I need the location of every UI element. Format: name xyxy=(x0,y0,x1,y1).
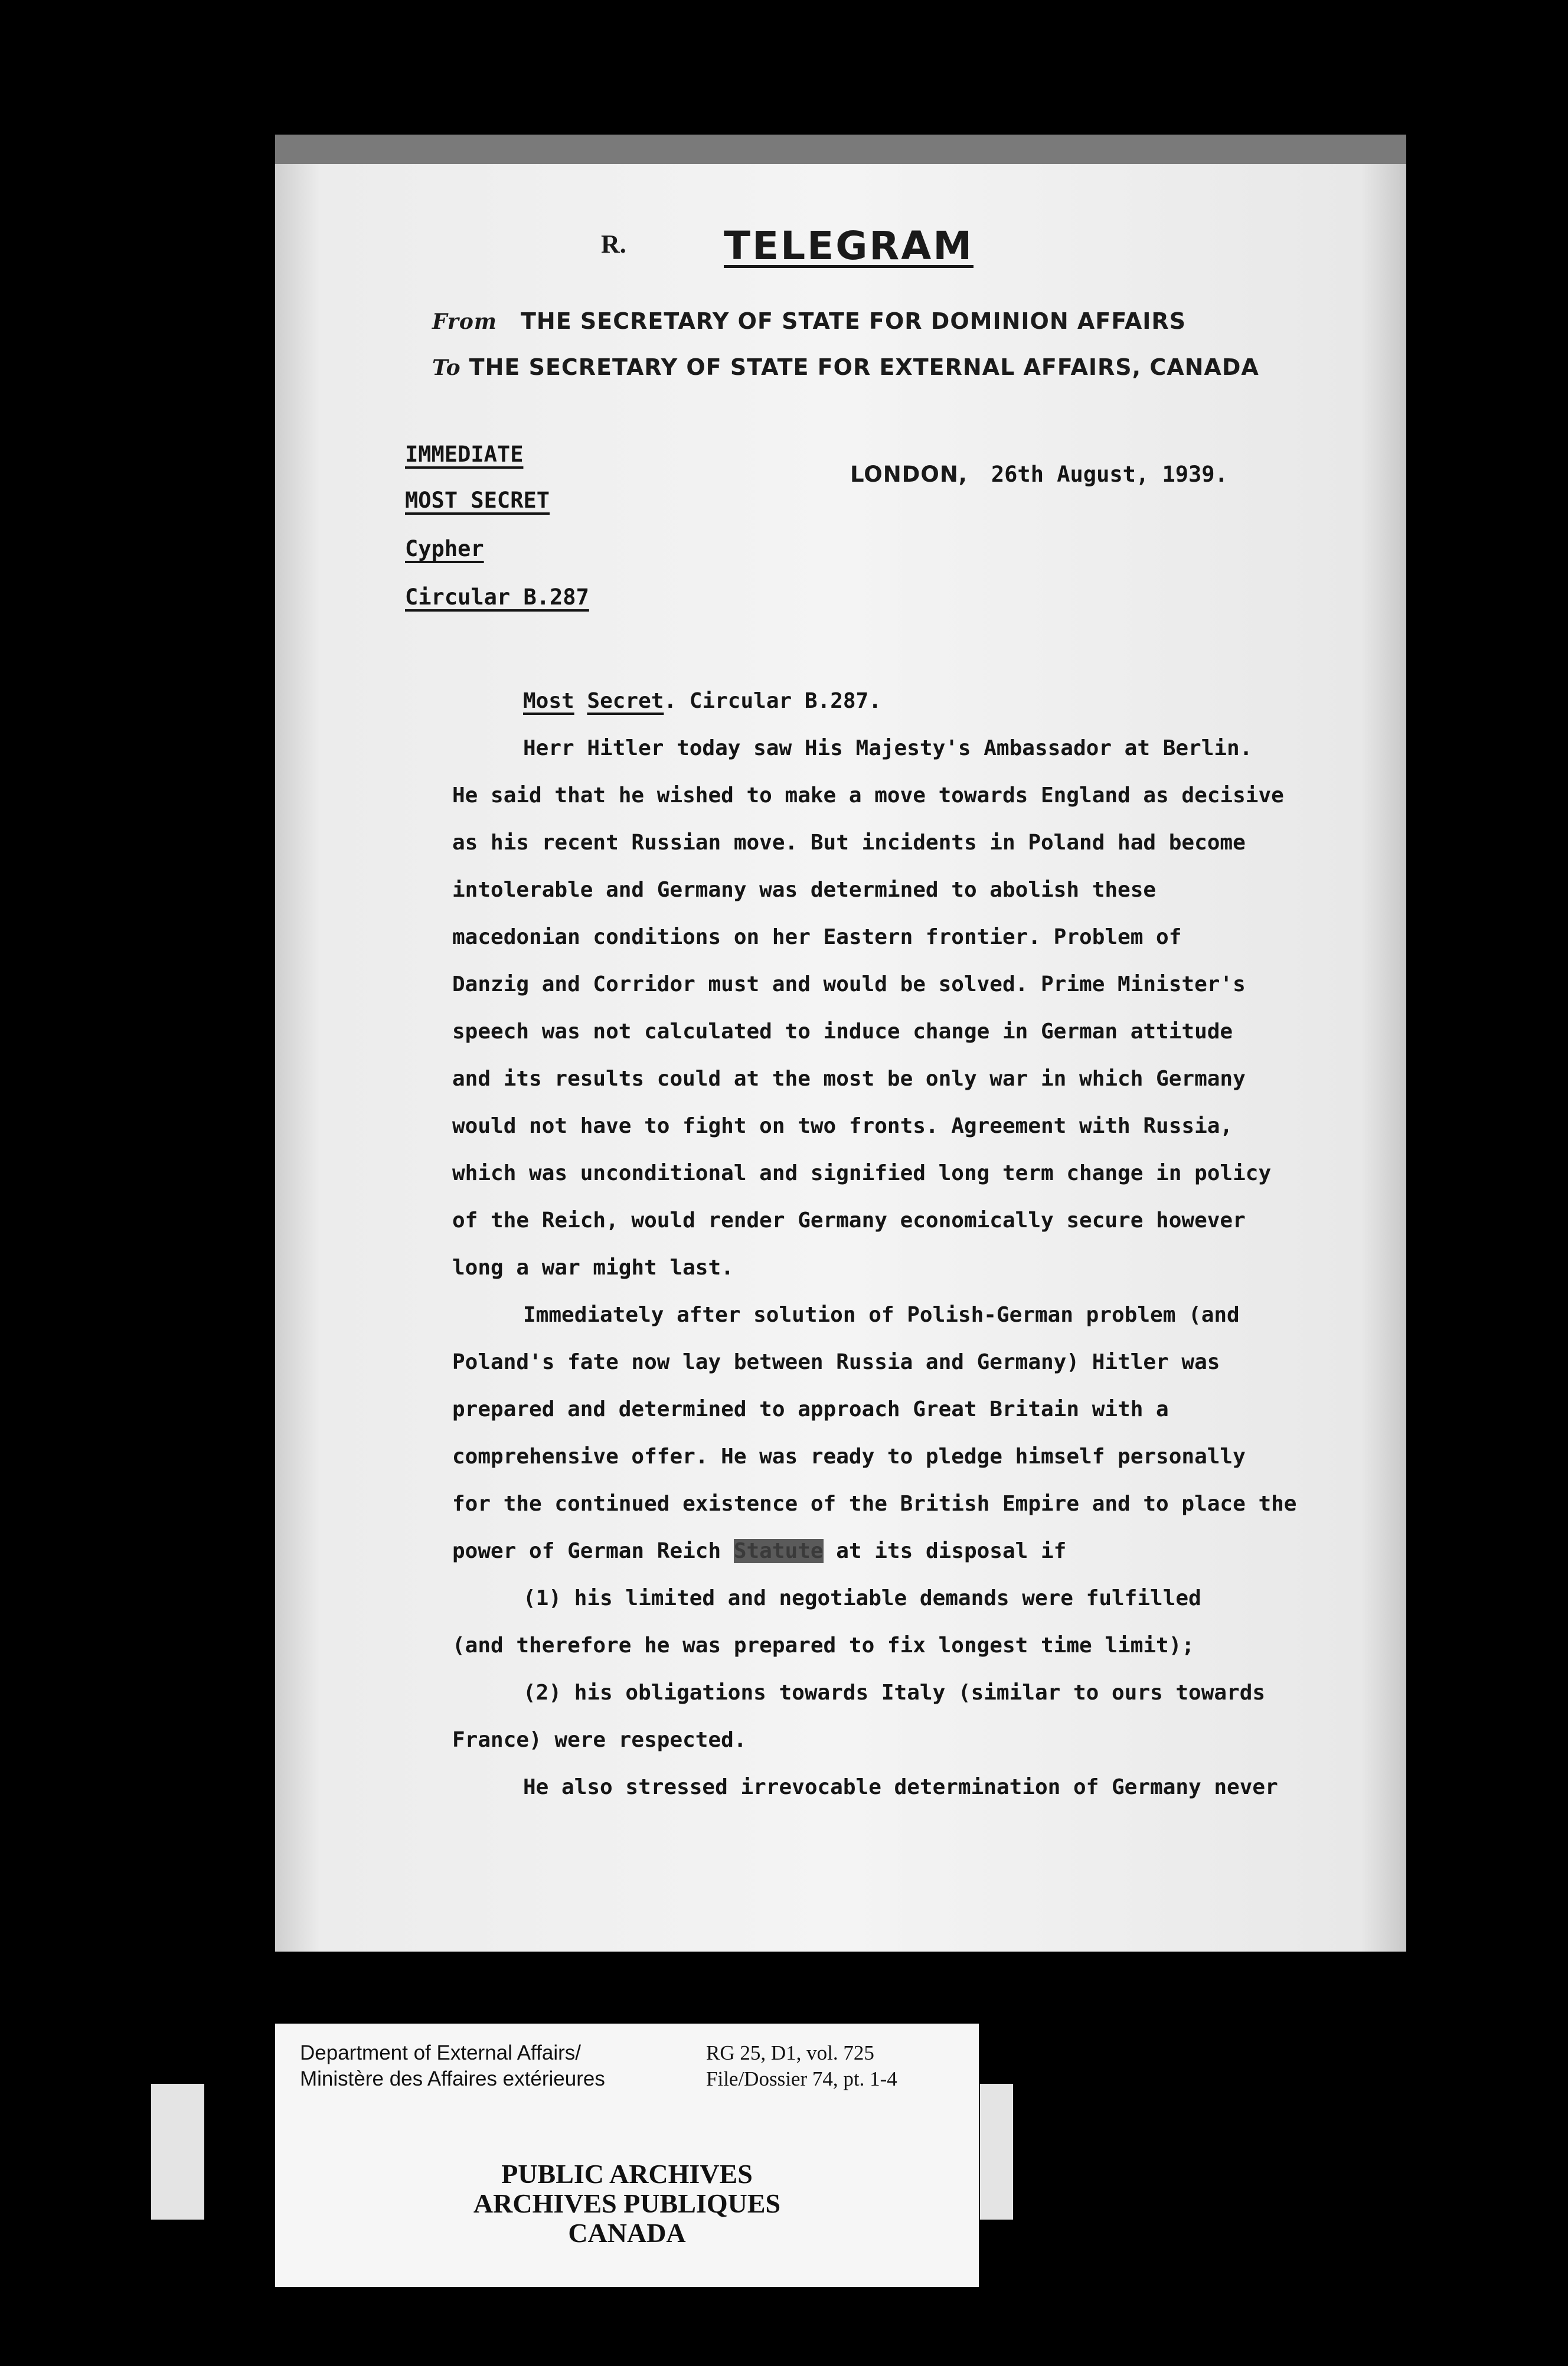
dateline xyxy=(850,462,1228,487)
from-text: THE SECRETARY OF STATE FOR DOMINION AFFAIRS xyxy=(521,308,1187,334)
to-text: THE SECRETARY OF STATE FOR EXTERNAL AFFAIRS, CANADA xyxy=(469,354,1259,380)
body-line: (2) his obligations towards Italy (similar to ours towards xyxy=(523,1681,1266,1705)
body-line: France) were respected. xyxy=(452,1728,747,1752)
registry-mark: R. xyxy=(601,230,626,259)
archives-country: CANADA xyxy=(568,2218,686,2248)
opening-most: Most xyxy=(523,689,574,713)
classification-cypher: Cypher xyxy=(405,536,484,561)
archive-label-card xyxy=(275,2024,979,2287)
label-card-edge-left xyxy=(151,2084,204,2220)
department-name xyxy=(300,2040,605,2092)
body-line: He said that he wished to make a move towards England as decisive xyxy=(452,783,1284,808)
body-line-power xyxy=(452,1528,1391,1575)
body-line: speech was not calculated to induce change in German attitude xyxy=(452,1019,1233,1044)
from-line xyxy=(432,308,1186,334)
archive-reference xyxy=(706,2040,897,2092)
from-label: From xyxy=(432,309,497,334)
opening-line xyxy=(452,678,1391,725)
power-text-b: at its disposal if xyxy=(823,1539,1067,1563)
classification-immediate: IMMEDIATE xyxy=(405,442,524,467)
body-line: and its results could at the most be only war in which Germany xyxy=(452,1067,1246,1091)
body-line: Herr Hitler today saw His Majesty's Ambassador at Berlin. xyxy=(523,736,1253,760)
opening-rest: . Circular B.287. xyxy=(664,689,881,713)
department-fr: Ministère des Affaires extérieures xyxy=(300,2067,605,2090)
body-line: (1) his limited and negotiable demands were fulfilled xyxy=(523,1586,1201,1610)
body-line: macedonian conditions on her Eastern frontier. Problem of xyxy=(452,925,1182,949)
archives-en: PUBLIC ARCHIVES xyxy=(501,2159,753,2189)
classification-most-secret: MOST SECRET xyxy=(405,488,550,513)
document-title: TELEGRAM xyxy=(724,223,974,269)
body-line: (and therefore he was prepared to fix longest time limit); xyxy=(452,1633,1195,1658)
opening-secret: Secret xyxy=(587,689,664,713)
place: LONDON, xyxy=(850,462,968,487)
body-line: prepared and determined to approach Great Britain with a xyxy=(452,1397,1169,1421)
classification-circular: Circular B.287 xyxy=(405,584,589,610)
body-line: He also stressed irrevocable determination of Germany never xyxy=(523,1775,1278,1799)
archives-fr: ARCHIVES PUBLIQUES xyxy=(473,2188,781,2218)
body-line: would not have to fight on two fronts. Agreement with Russia, xyxy=(452,1114,1233,1138)
telegram-sheet xyxy=(275,135,1406,1952)
body-line: which was unconditional and signified long term change in policy xyxy=(452,1161,1272,1185)
body-line: Danzig and Corridor must and would be solved. Prime Minister's xyxy=(452,972,1246,996)
body-line: as his recent Russian move. But incidents in Poland had become xyxy=(452,831,1246,855)
to-line xyxy=(432,354,1259,380)
label-card-edge-right xyxy=(980,2084,1013,2220)
body-line: Immediately after solution of Polish-German problem (and xyxy=(523,1303,1240,1327)
struck-word: Statute xyxy=(733,1539,824,1563)
body-line: of the Reich, would render Germany economically secure however xyxy=(452,1208,1246,1233)
department-en: Department of External Affairs/ xyxy=(300,2041,581,2064)
body-line: comprehensive offer. He was ready to pledge himself personally xyxy=(452,1445,1246,1469)
archives-stamp xyxy=(275,2159,979,2248)
body-line: Poland's fate now lay between Russia and Germany) Hitler was xyxy=(452,1350,1220,1374)
to-label: To xyxy=(432,355,461,380)
reference-file: File/Dossier 74, pt. 1-4 xyxy=(706,2067,897,2090)
power-text-a: power of German Reich xyxy=(452,1539,734,1563)
body-line: for the continued existence of the British Empire and to place the xyxy=(452,1492,1297,1516)
body-line: long a war might last. xyxy=(452,1256,734,1280)
body-line: intolerable and Germany was determined to abolish these xyxy=(452,878,1157,902)
reference-rg: RG 25, D1, vol. 725 xyxy=(706,2041,874,2064)
telegram-body xyxy=(452,678,1391,1811)
date: 26th August, 1939. xyxy=(991,462,1228,487)
